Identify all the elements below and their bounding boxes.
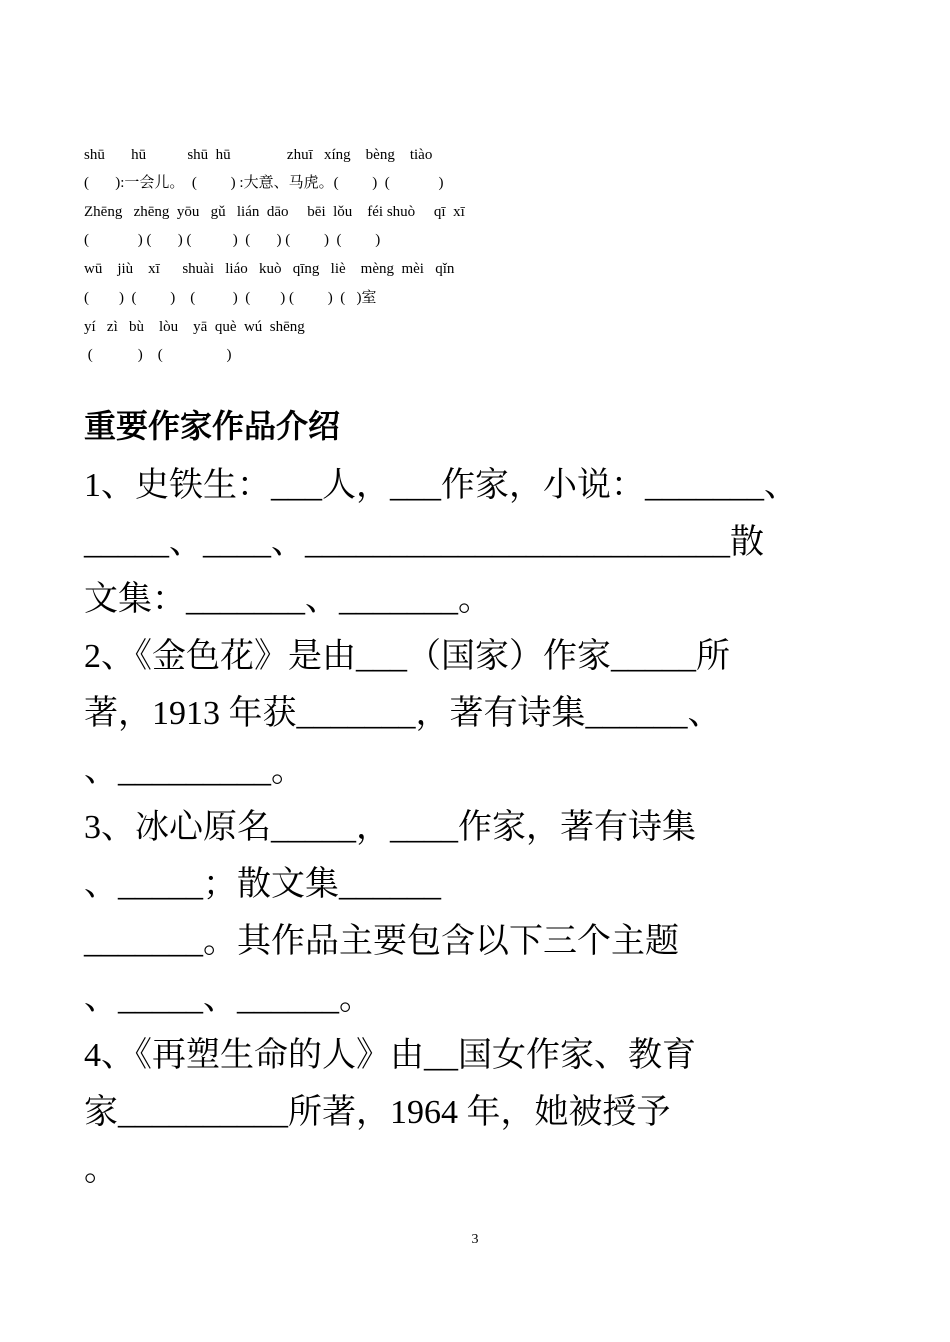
- content-line-7: 3、冰心原名_____，____作家，著有诗集: [84, 809, 696, 846]
- section-heading: 重要作家作品介绍: [84, 407, 341, 445]
- content-line-6: 、_________。: [84, 752, 305, 789]
- pinyin-line-4: yí zì bù lòu yā què wú shēng: [84, 319, 305, 335]
- pinyin-line-3: wū jiù xī shuài liáo kuò qīng liè mèng mèi qǐn: [84, 261, 455, 277]
- content-line-5: 著，1913 年获_______，著有诗集______、: [84, 695, 722, 732]
- pinyin-line-2: Zhēng zhēng yōu gǔ lián dāo bēi lǒu féi shuò qī xī: [84, 204, 465, 220]
- content-line-4: 2、《金色花》是由___（国家）作家_____所: [84, 638, 730, 675]
- content-line-13: 。: [84, 1151, 118, 1188]
- content-line-10: 、_____、______。: [84, 980, 373, 1017]
- answer-line-1: ( ):一会儿。 ( ) :大意、马虎。( ) ( ): [84, 175, 444, 191]
- content-line-2: _____、____、_________________________散: [84, 524, 764, 561]
- content-line-9: _______。其作品主要包含以下三个主题: [84, 923, 679, 960]
- content-line-3: 文集：_______、_______。: [84, 581, 492, 618]
- pinyin-line-1: shū hū shū hū zhuī xíng bèng tiào: [84, 147, 433, 163]
- content-line-11: 4、《再塑生命的人》由__国女作家、教育: [84, 1037, 696, 1074]
- content-line-12: 家__________所著，1964 年，她被授予: [84, 1094, 671, 1131]
- content-line-8: 、_____；散文集______: [84, 866, 441, 903]
- page-number: 3: [471, 1232, 479, 1247]
- answer-line-3: ( ) ( ) ( ) ( ) ( ) ( )室: [84, 290, 377, 306]
- answer-line-4: ( ) ( ): [84, 347, 232, 363]
- answer-line-2: ( ) ( ) ( ) ( ) ( ) ( ): [84, 232, 381, 248]
- content-line-1: 1、史铁生：___人，___作家，小说：_______、: [84, 467, 798, 504]
